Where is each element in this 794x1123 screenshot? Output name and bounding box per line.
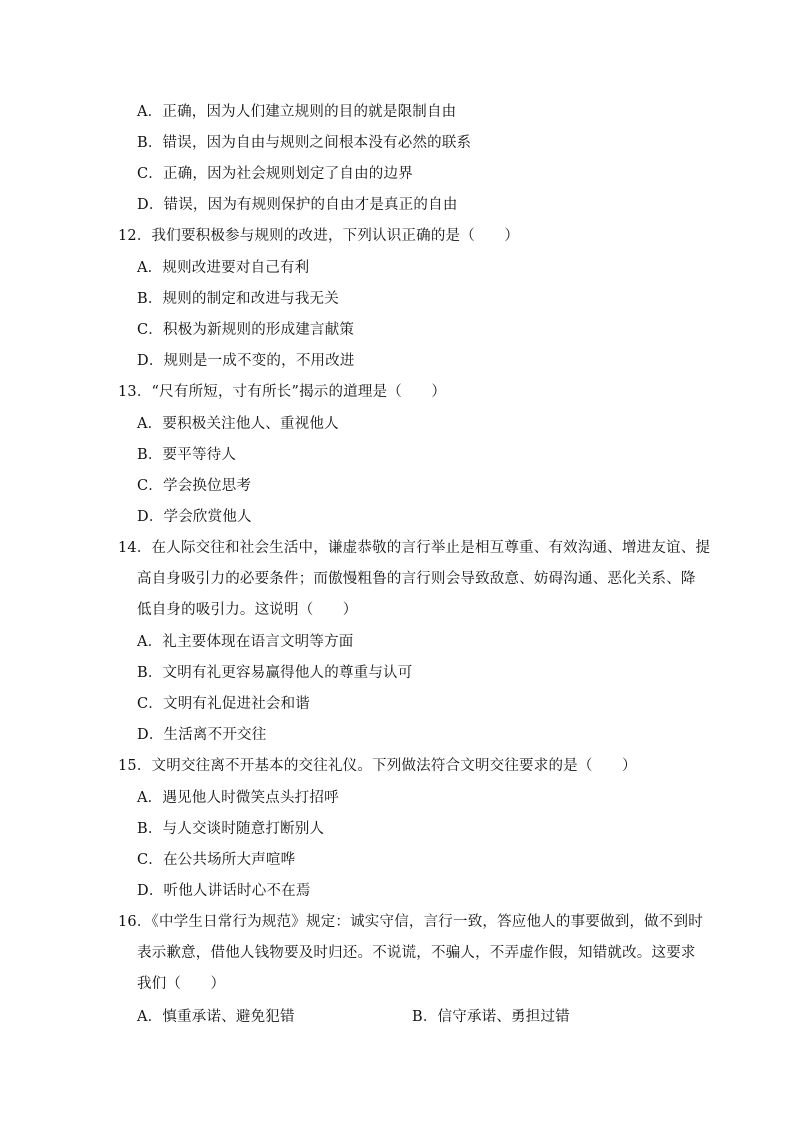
q16-stem-line-2: 表示歉意，借他人钱物要及时归还。不说谎，不骗人，不弄虚作假，知错就改。这要求 [137, 945, 696, 961]
q12-option-d: D．规则是一成不变的，不用改进 [137, 353, 355, 369]
q14-stem-line-3: 低自身的吸引力。这说明（ ） [137, 602, 358, 618]
q12-option-a: A．规则改进要对自己有利 [137, 260, 310, 276]
q16-stem-line-3: 我们（ ） [137, 976, 226, 992]
q14-option-a: A．礼主要体现在语言文明等方面 [137, 634, 354, 650]
q11-option-d: D．错误，因为有规则保护的自由才是真正的自由 [137, 197, 458, 213]
q13-option-d: D．学会欣赏他人 [137, 509, 252, 525]
q14-option-d: D．生活离不开交往 [137, 727, 267, 743]
q12-stem: 12．我们要积极参与规则的改进，下列认识正确的是（ ） [118, 228, 520, 244]
q15-stem: 15．文明交往离不开基本的交往礼仪。下列做法符合文明交往要求的是（ ） [118, 758, 637, 774]
q13-option-b: B．要平等待人 [137, 447, 237, 463]
q14-option-b: B．文明有礼更容易赢得他人的尊重与认可 [137, 665, 413, 681]
q12-option-c: C．积极为新规则的形成建言献策 [137, 322, 355, 338]
q14-stem-line-2: 高自身吸引力的必要条件；而傲慢粗鲁的言行则会导致敌意、妨碍沟通、恶化关系、降 [137, 571, 696, 587]
q15-option-a: A．遇见他人时微笑点头打招呼 [137, 790, 339, 806]
q16-option-a: A．慎重承诺、避免犯错 [137, 1009, 295, 1025]
q15-option-d: D．听他人讲话时心不在焉 [137, 883, 311, 899]
q16-option-b: B．信守承诺、勇担过错 [412, 1009, 570, 1025]
q11-option-b: B．错误，因为自由与规则之间根本没有必然的联系 [137, 135, 472, 151]
q16-stem-line-1: 16．《中学生日常行为规范》规定：诚实守信，言行一致，答应他人的事要做到，做不到时 [118, 914, 703, 930]
q13-stem: 13．“尺有所短，寸有所长”揭示的道理是（ ） [118, 384, 447, 400]
q11-option-a: A．正确，因为人们建立规则的目的就是限制自由 [137, 104, 457, 120]
q14-option-c: C．文明有礼促进社会和谐 [137, 696, 310, 712]
q13-option-a: A．要积极关注他人、重视他人 [137, 416, 339, 432]
q14-stem-line-1: 14．在人际交往和社会生活中，谦虚恭敬的言行举止是相互尊重、有效沟通、增进友谊、提 [118, 540, 711, 556]
q12-option-b: B．规则的制定和改进与我无关 [137, 291, 339, 307]
q15-option-c: C．在公共场所大声喧哗 [137, 852, 296, 868]
q13-option-c: C．学会换位思考 [137, 478, 252, 494]
q15-option-b: B．与人交谈时随意打断别人 [137, 821, 325, 837]
q11-option-c: C．正确，因为社会规则划定了自由的边界 [137, 166, 413, 182]
